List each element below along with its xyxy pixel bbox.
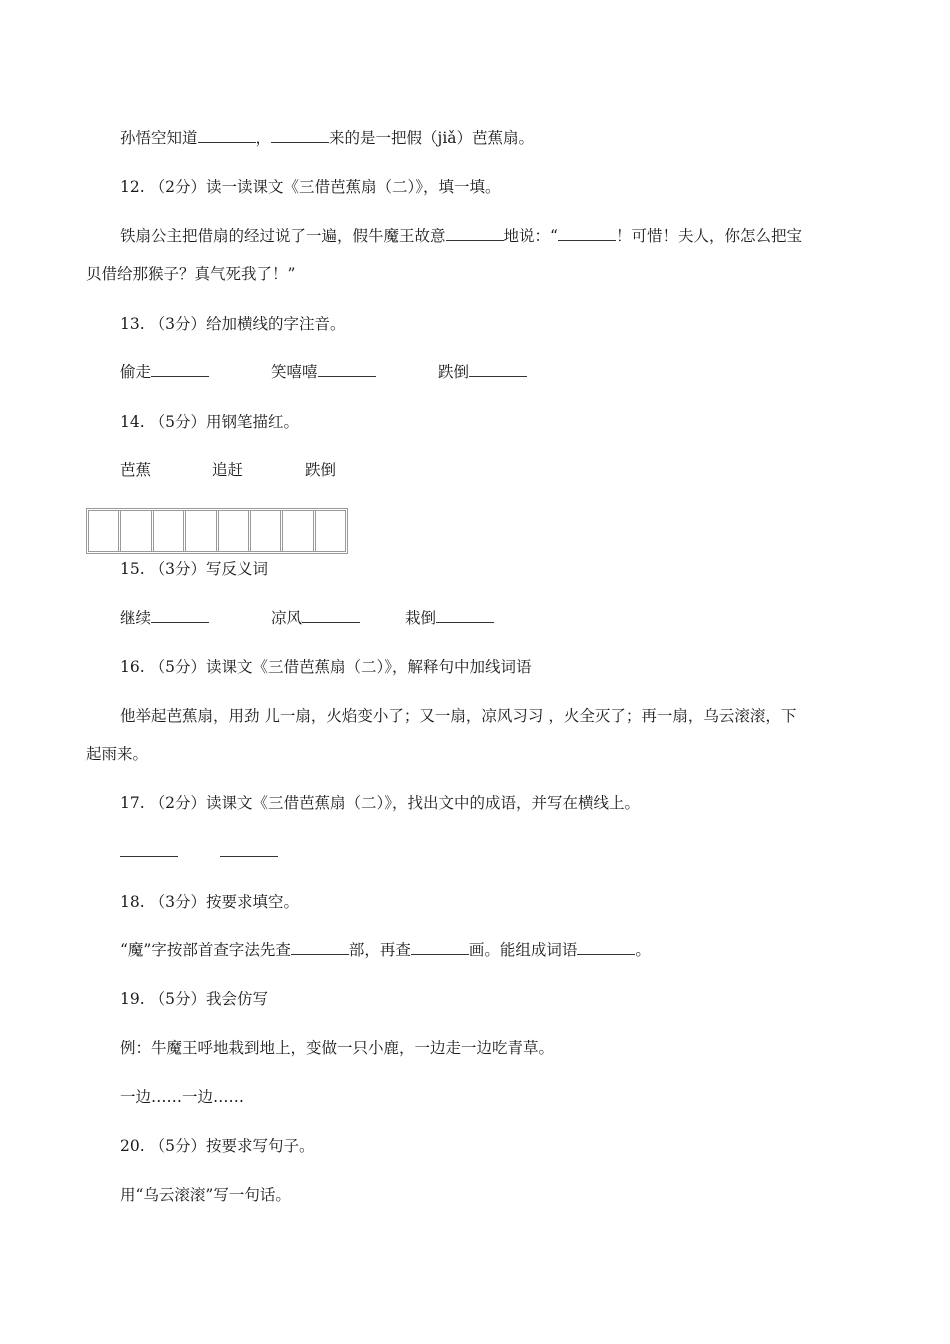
word-row xyxy=(120,608,209,628)
question-17-title: 17. （2分）读课文《三借芭蕉扇（二）》，找出文中的成语，并写在横线上。 xyxy=(120,794,640,812)
answer-blank[interactable] xyxy=(198,128,256,143)
word: 偷走 xyxy=(120,363,152,381)
answer-blank[interactable] xyxy=(151,608,209,623)
text-segment: 来的是一把假（jiǎ）芭蕉扇。 xyxy=(329,129,535,147)
answer-blank[interactable] xyxy=(577,940,635,955)
answer-blank[interactable] xyxy=(446,226,504,241)
grid-cell[interactable] xyxy=(251,511,283,551)
text-line xyxy=(120,940,651,960)
answer-blank[interactable] xyxy=(318,362,376,377)
text-segment: 孙悟空知道 xyxy=(120,129,198,147)
grid-cell[interactable] xyxy=(283,511,315,551)
word: 跌倒 xyxy=(438,363,470,381)
word-row xyxy=(438,362,527,382)
text-segment: 。 xyxy=(635,941,651,959)
grid-cell[interactable] xyxy=(186,511,218,551)
question-15-title: 15. （3分）写反义词 xyxy=(120,560,268,578)
answer-blank[interactable] xyxy=(291,940,349,955)
text-segment: ！可惜！夫人，你怎么把宝 xyxy=(615,227,802,245)
text-line: 起雨来。 xyxy=(86,745,149,763)
text-segment: 地说：“ xyxy=(503,227,558,245)
answer-blank[interactable] xyxy=(469,362,527,377)
question-16-title: 16. （5分）读课文《三借芭蕉扇（二）》，解释句中加线词语 xyxy=(120,658,532,676)
grid-cell[interactable] xyxy=(316,511,345,551)
blank-row xyxy=(120,842,178,862)
text-segment: ， xyxy=(255,129,272,147)
text-segment: 部，再查 xyxy=(348,941,411,959)
answer-blank[interactable] xyxy=(558,226,616,241)
grid-cell[interactable] xyxy=(219,511,251,551)
grid-cell[interactable] xyxy=(154,511,186,551)
word-row xyxy=(120,362,209,382)
word: 凉风 xyxy=(271,609,303,627)
word: 栽倒 xyxy=(405,609,437,627)
answer-blank[interactable] xyxy=(220,842,278,857)
answer-blank[interactable] xyxy=(302,608,360,623)
text-segment: 画。能组成词语 xyxy=(468,941,578,959)
grid-cell[interactable] xyxy=(121,511,153,551)
answer-blank[interactable] xyxy=(271,128,329,143)
word-row xyxy=(405,608,494,628)
word: 继续 xyxy=(120,609,152,627)
word-row xyxy=(271,608,360,628)
word: 追赶 xyxy=(212,461,244,479)
answer-blank[interactable] xyxy=(411,940,469,955)
text-line xyxy=(120,226,802,246)
blank-row xyxy=(220,842,278,862)
text-line: 贝借给那猴子？真气死我了！” xyxy=(86,265,296,283)
answer-blank[interactable] xyxy=(436,608,494,623)
text-line: 用“乌云滚滚”写一句话。 xyxy=(120,1186,291,1204)
question-18-title: 18. （3分）按要求填空。 xyxy=(120,893,299,911)
text-segment: “魔”字按部首查字法先查 xyxy=(120,941,291,959)
question-13-title: 13. （3分）给加横线的字注音。 xyxy=(120,315,346,333)
word: 芭蕉 xyxy=(120,461,152,479)
word-row xyxy=(271,362,376,382)
question-19-title: 19. （5分）我会仿写 xyxy=(120,990,268,1008)
word: 跌倒 xyxy=(305,461,337,479)
text-line: 例：牛魔王呼地栽到地上，变做一只小鹿，一边走一边吃青草。 xyxy=(120,1039,555,1057)
text-line: 一边……一边…… xyxy=(120,1088,245,1106)
writing-grid xyxy=(86,508,348,554)
text-line xyxy=(120,128,534,148)
question-12-title: 12. （2分）读一读课文《三借芭蕉扇（二）》，填一填。 xyxy=(120,178,501,196)
answer-blank[interactable] xyxy=(151,362,209,377)
question-14-title: 14. （5分）用钢笔描红。 xyxy=(120,413,299,431)
question-20-title: 20. （5分）按要求写句子。 xyxy=(120,1137,315,1155)
grid-cell[interactable] xyxy=(89,511,121,551)
text-segment: 铁扇公主把借扇的经过说了一遍，假牛魔王故意 xyxy=(120,227,446,245)
word: 笑嘻嘻 xyxy=(271,363,318,381)
answer-blank[interactable] xyxy=(120,842,178,857)
text-line: 他举起芭蕉扇，用劲 儿一扇，火焰变小了；又一扇，凉风习习 ，火全灭了；再一扇，乌云滚滚，下 xyxy=(120,707,797,725)
